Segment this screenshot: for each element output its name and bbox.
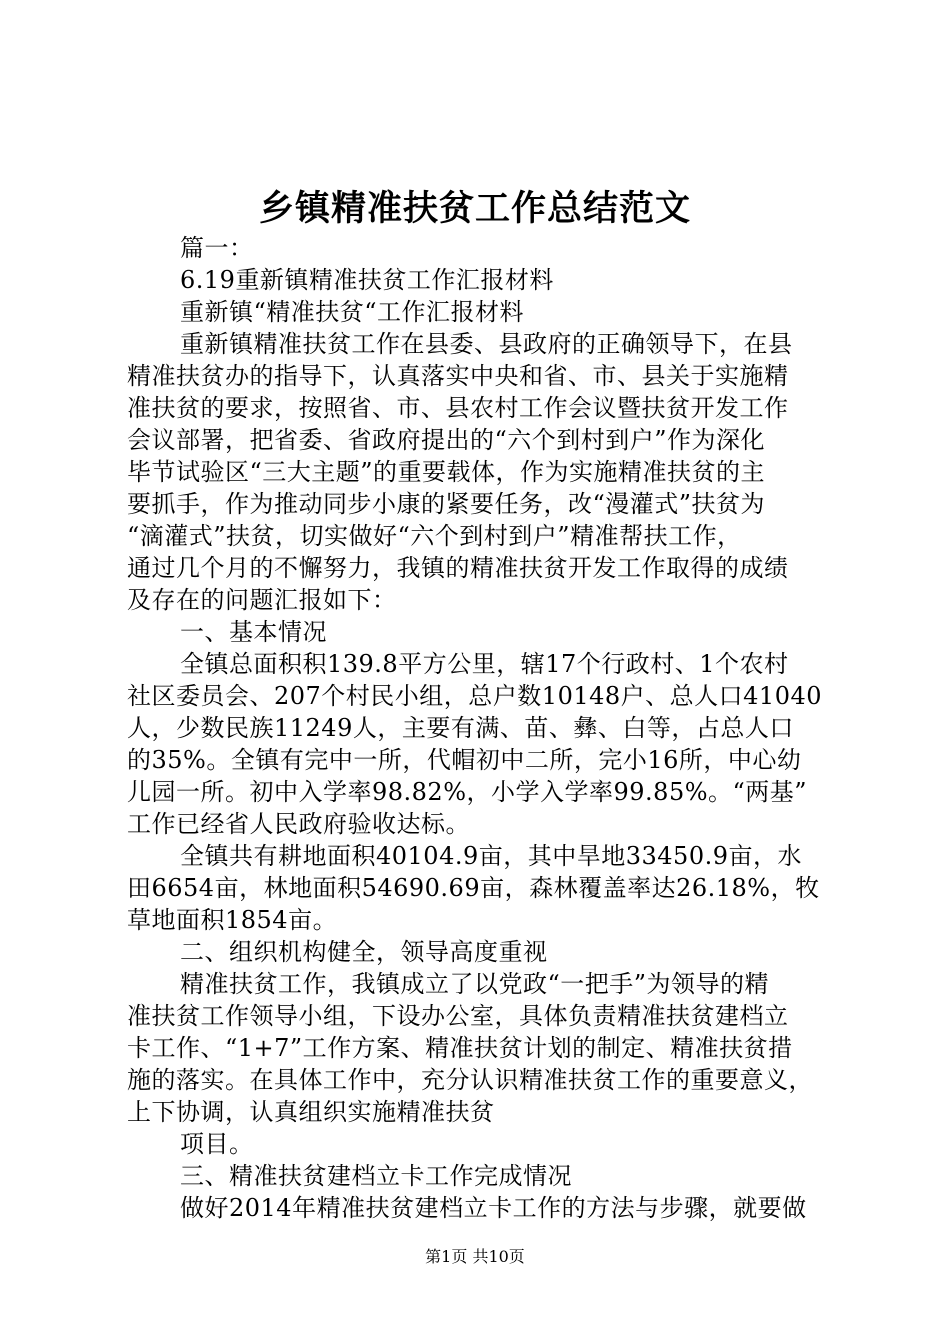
body-line: 施的落实。在具体工作中，充分认识精准扶贫工作的重要意义， <box>127 1066 813 1094</box>
body-line: 6.19重新镇精准扶贫工作汇报材料 <box>180 266 554 294</box>
body-line: 的35%。全镇有完中一所，代帽初中二所，完小16所，中心幼 <box>127 746 802 774</box>
body-line: 项目。 <box>180 1130 254 1158</box>
body-line: 篇一： <box>180 234 254 262</box>
body-line: 卡工作、“1+7”工作方案、精准扶贫计划的制定、精准扶贫措 <box>127 1034 793 1062</box>
body-line: 要抓手，作为推动同步小康的紧要任务，改“漫灌式”扶贫为 <box>127 490 766 518</box>
body-line: 及存在的问题汇报如下： <box>127 586 397 614</box>
body-line: 儿园一所。初中入学率98.82%，小学入学率99.85%。“两基” <box>127 778 808 806</box>
body-line: 全镇共有耕地面积40104.9亩，其中旱地33450.9亩，水 <box>180 842 802 870</box>
body-line: 上下协调，认真组织实施精准扶贫 <box>127 1098 495 1126</box>
body-line: 社区委员会、207个村民小组，总户数10148户、总人口41040 <box>127 682 823 710</box>
body-line: 三、精准扶贫建档立卡工作完成情况 <box>180 1162 572 1190</box>
body-line: 准扶贫工作领导小组，下设办公室，具体负责精准扶贫建档立 <box>127 1002 789 1030</box>
document-body <box>127 232 839 1224</box>
body-line: 准扶贫的要求，按照省、市、县农村工作会议暨扶贫开发工作 <box>127 394 789 422</box>
body-line: 二、组织机构健全，领导高度重视 <box>180 938 548 966</box>
document-title: 乡镇精准扶贫工作总结范文 <box>258 188 691 229</box>
body-line: 全镇总面积积139.8平方公里，辖17个行政村、1个农村 <box>180 650 789 678</box>
body-line: 田6654亩，林地面积54690.69亩，森林覆盖率达26.18%，牧 <box>127 874 820 902</box>
body-line: 通过几个月的不懈努力，我镇的精准扶贫开发工作取得的成绩 <box>127 554 789 582</box>
body-line: 重新镇精准扶贫工作在县委、县政府的正确领导下，在县 <box>180 330 793 358</box>
body-line: “滴灌式”扶贫，切实做好“六个到村到户”精准帮扶工作， <box>127 522 742 550</box>
body-line: 工作已经省人民政府验收达标。 <box>127 810 470 838</box>
body-line: 毕节试验区“三大主题”的重要载体，作为实施精准扶贫的主 <box>127 458 766 486</box>
body-line: 精准扶贫工作，我镇成立了以党政“一把手”为领导的精 <box>180 970 770 998</box>
body-line: 会议部署，把省委、省政府提出的“六个到村到户”作为深化 <box>127 426 766 454</box>
body-line: 做好2014年精准扶贫建档立卡工作的方法与步骤，就要做 <box>180 1194 807 1222</box>
body-line: 草地面积1854亩。 <box>127 906 338 934</box>
body-line: 一、基本情况 <box>180 618 327 646</box>
page-footer: 第1页 共10页 <box>425 1247 525 1266</box>
body-line: 重新镇“精准扶贫“工作汇报材料 <box>180 298 525 326</box>
body-line: 人，少数民族11249人，主要有满、苗、彝、白等，占总人口 <box>127 714 794 742</box>
body-line: 精准扶贫办的指导下，认真落实中央和省、市、县关于实施精 <box>127 362 789 390</box>
